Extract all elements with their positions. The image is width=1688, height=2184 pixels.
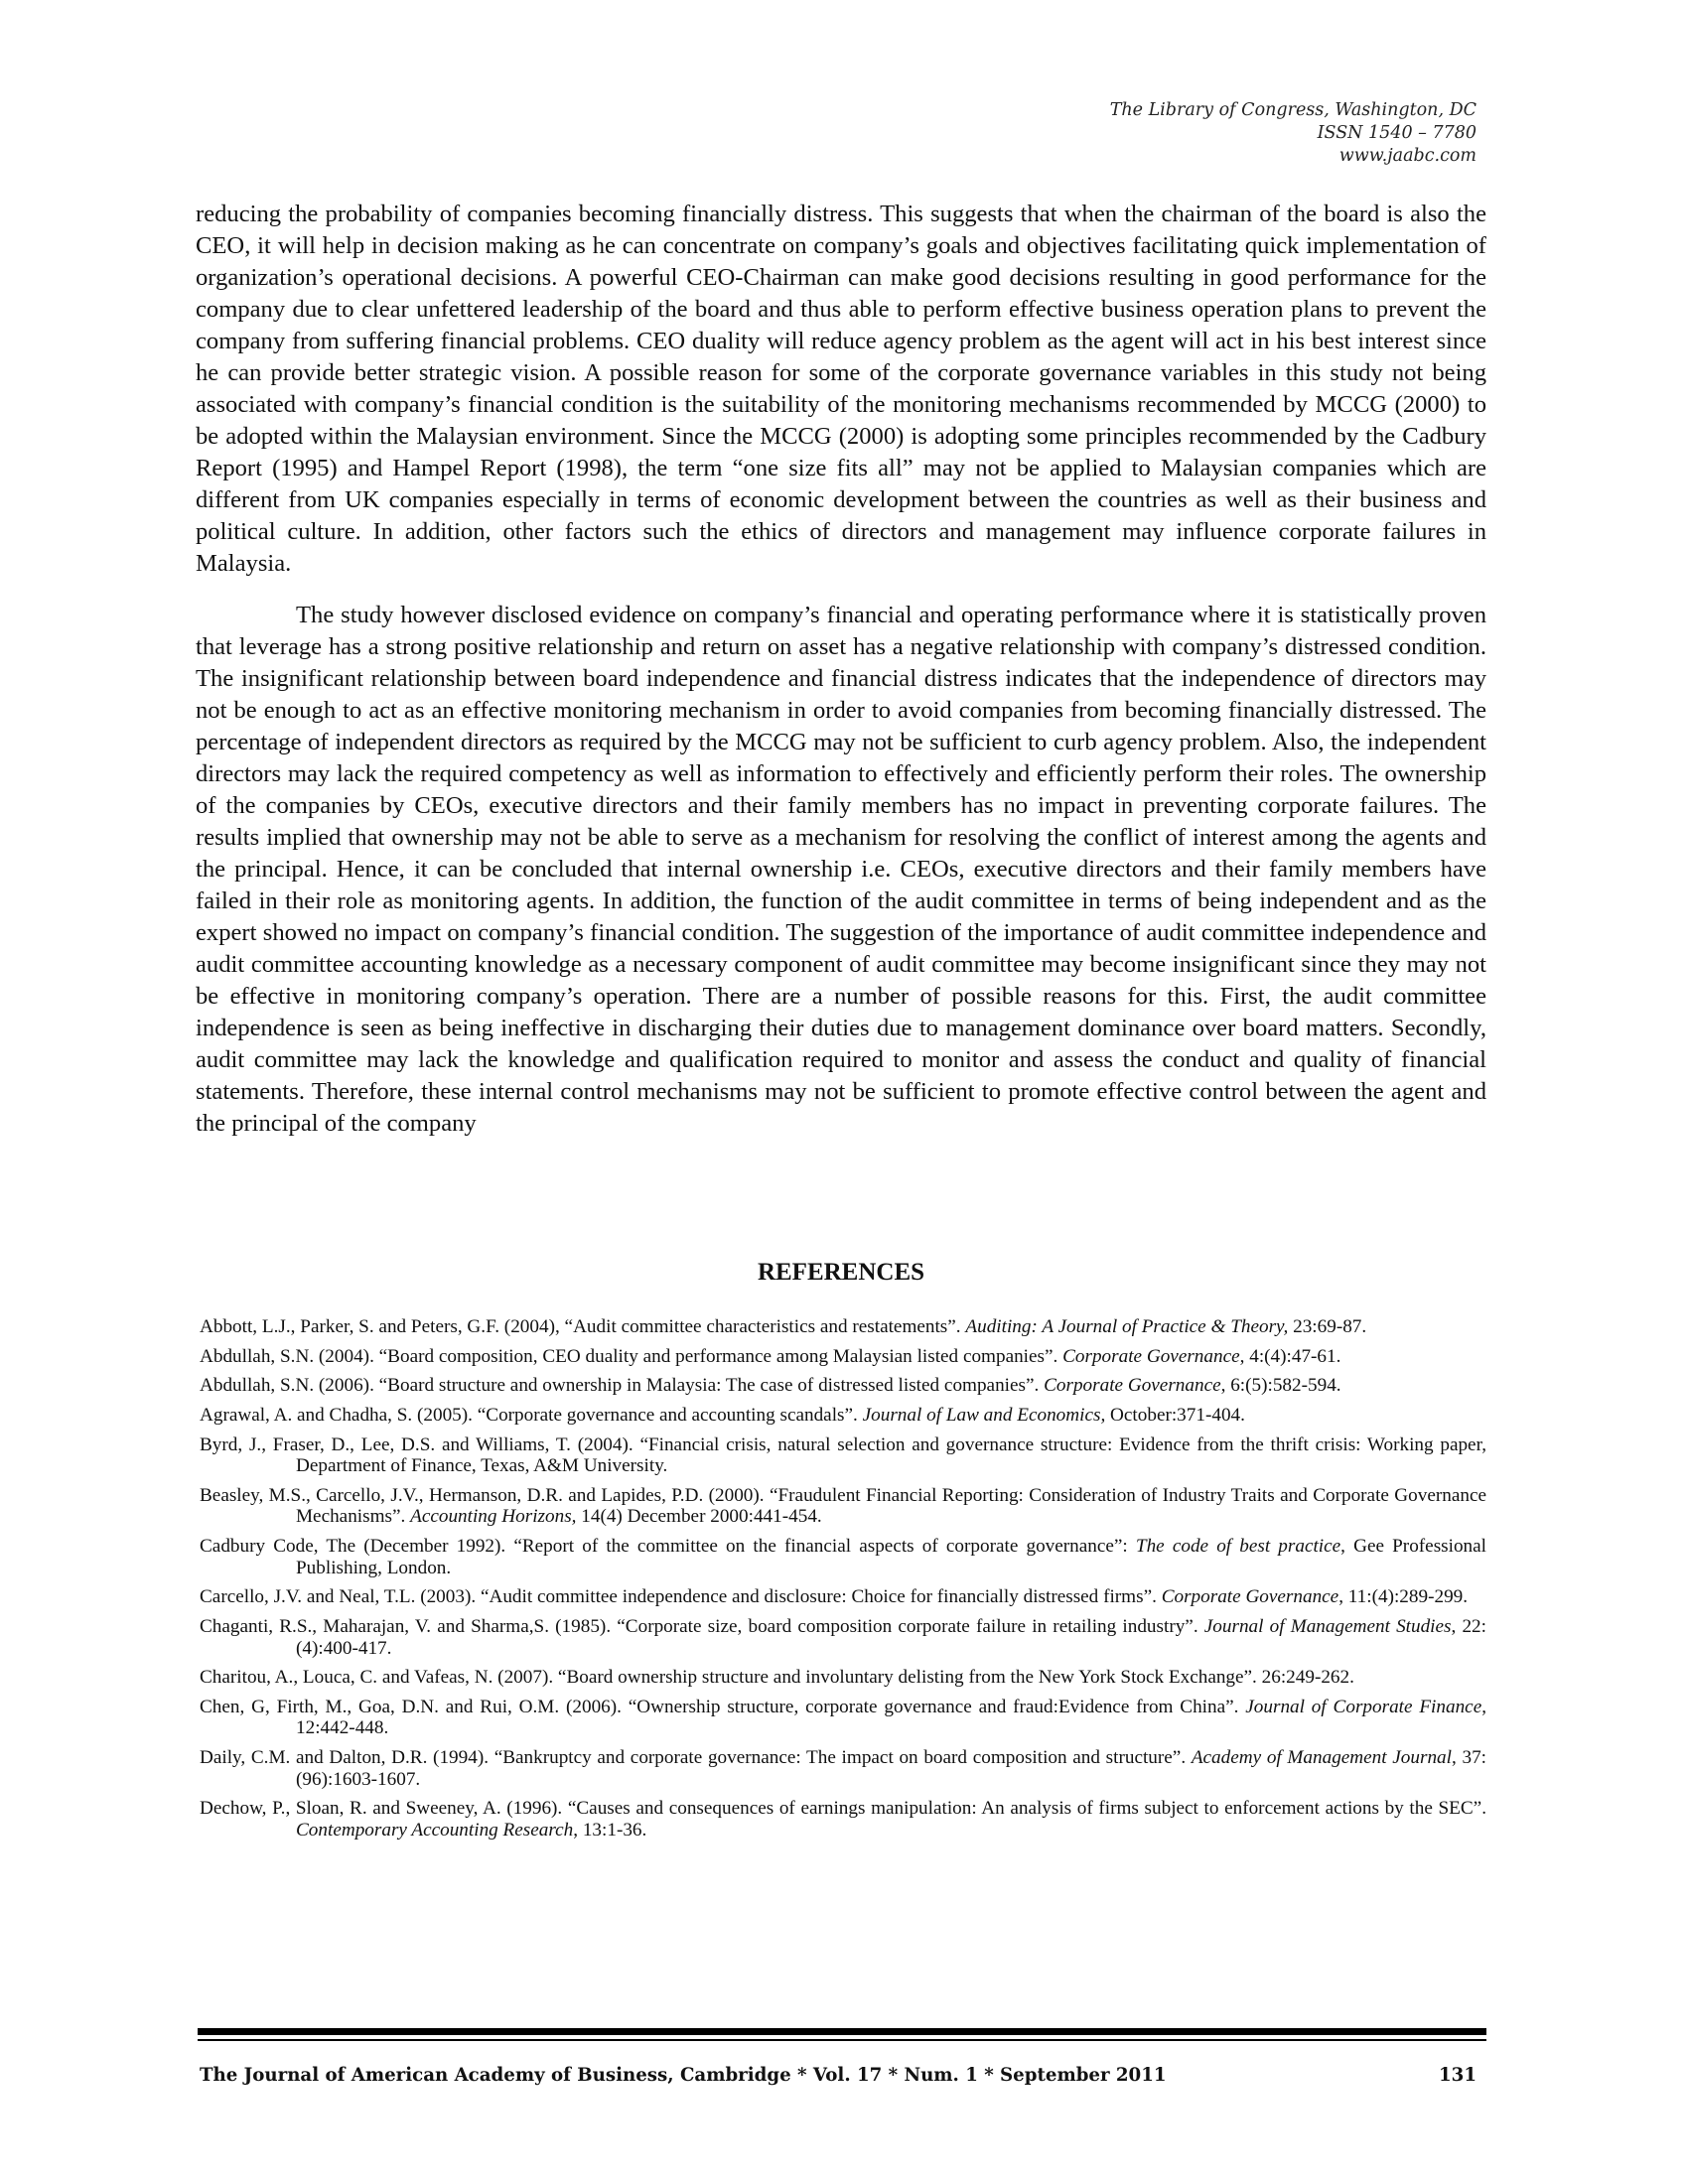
reference-details: 23:69-87.: [1288, 1316, 1367, 1337]
header-issn-line: ISSN 1540 – 7780: [1317, 123, 1477, 143]
reference-text: Chen, G, Firth, M., Goa, D.N. and Rui, O.M. (2006). “Ownership structure, corporate governance and fraud:Evidence from China”.: [200, 1696, 1246, 1717]
reference-details: , 4:(4):47-61.: [1239, 1345, 1341, 1367]
reference-details: , Gee Professional Publishing, London.: [296, 1536, 1487, 1578]
reference-source: Corporate Governance: [1161, 1586, 1339, 1608]
reference-details: , 12:442-448.: [296, 1696, 1487, 1739]
reference-item: [200, 1586, 1486, 1608]
reference-list: [200, 1316, 1486, 1848]
reference-text: Abbott, L.J., Parker, S. and Peters, G.F. (2004), “Audit committee characteristics and restatements”.: [200, 1316, 966, 1337]
reference-source: Academy of Management Journal: [1191, 1747, 1452, 1769]
body-paragraph: reducing the probability of companies becoming financially distress. This suggests that when the chairman of the board is also the CEO, it will help in decision making as he can concentrate on company’s goals and objectives facilitating quick implementation of organization’s operational decisions. A powerful CEO-Chairman can make good decisions resulting in good performance for the company due to clear unfettered leadership of the board and thus able to perform effective business operation plans to prevent the company from suffering financial problems. CEO duality will reduce agency problem as the agent will act in his best interest since he can provide better strategic vision. A possible reason for some of the corporate governance variables in this study not being associated with company’s financial condition is the suitability of the monitoring mechanisms recommended by MCCG (2000) to be adopted within the Malaysian environment. Since the MCCG (2000) is adopting some principles recommended by the Cadbury Report (1995) and Hampel Report (1998), the term “one size fits all” may not be applied to Malaysian companies which are different from UK companies especially in terms of economic development between the countries as well as their business and political culture. In addition, other factors such the ethics of directors and management may influence corporate failures in Malaysia.: [196, 201, 1486, 577]
article-body: [196, 199, 1486, 1140]
references-heading: REFERENCES: [757, 1259, 925, 1286]
reference-item: [200, 1536, 1486, 1578]
footer-rule-thin: [198, 2039, 1486, 2041]
reference-item: [200, 1346, 1486, 1368]
reference-text: Cadbury Code, The (December 1992). “Report of the committee on the financial aspects of corporate governance”:: [200, 1536, 1136, 1558]
footer-rule-thick: [198, 2028, 1486, 2035]
reference-details: , 13:1-36.: [573, 1819, 647, 1841]
reference-item: [200, 1316, 1486, 1338]
footer-journal-info: The Journal of American Academy of Business, Cambridge * Vol. 17 * Num. 1 * September 2011: [200, 2065, 1167, 2086]
reference-details: October:371-404.: [1105, 1405, 1245, 1427]
reference-details: 14(4) December 2000:441-454.: [576, 1506, 822, 1528]
reference-item: [200, 1697, 1486, 1739]
reference-text: Abdullah, S.N. (2004). “Board composition, CEO duality and performance among Malaysian listed companies”.: [200, 1345, 1063, 1367]
running-header: [1110, 99, 1477, 168]
reference-item: [200, 1667, 1486, 1689]
reference-source: Corporate Governance: [1062, 1345, 1240, 1367]
reference-text: Beasley, M.S., Carcello, J.V., Hermanson, D.R. and Lapides, P.D. (2000). “Fraudulent Financial Reporting: Consideration of Industry Traits and Corporate Governance Mechanisms”.: [200, 1484, 1486, 1528]
header-website-line: www.jaabc.com: [1338, 146, 1477, 166]
reference-source: The code of best practice: [1135, 1536, 1341, 1558]
reference-details: , 37:(96):1603-1607.: [296, 1747, 1486, 1790]
reference-item: [200, 1434, 1486, 1477]
reference-item: [200, 1616, 1486, 1659]
reference-source: Auditing: A Journal of Practice & Theory,: [965, 1316, 1289, 1337]
reference-source: Journal of Management Studies: [1203, 1616, 1452, 1637]
reference-text: Daily, C.M. and Dalton, D.R. (1994). “Bankruptcy and corporate governance: The impact on board composition and structure”.: [200, 1747, 1192, 1769]
reference-source: Accounting Horizons,: [410, 1506, 577, 1528]
reference-details: , 6:(5):582-594.: [1220, 1375, 1341, 1397]
reference-item: [200, 1798, 1486, 1841]
reference-source: Contemporary Accounting Research: [296, 1819, 574, 1841]
reference-details: , 22:(4):400-417.: [296, 1616, 1486, 1659]
reference-text: Carcello, J.V. and Neal, T.L. (2003). “Audit committee independence and disclosure: Choice for financially distressed firms”.: [200, 1586, 1162, 1608]
reference-details: , 11:(4):289-299.: [1338, 1586, 1469, 1608]
reference-text: Charitou, A., Louca, C. and Vafeas, N. (2007). “Board ownership structure and involuntary delisting from the New York Stock Exchange”. 26:249-262.: [200, 1667, 1354, 1689]
reference-item: [200, 1747, 1486, 1790]
reference-source: Corporate Governance: [1044, 1375, 1221, 1397]
header-library-line: The Library of Congress, Washington, DC: [1109, 100, 1477, 120]
reference-text: Chaganti, R.S., Maharajan, V. and Sharma,S. (1985). “Corporate size, board composition corporate failure in retailing industry”.: [200, 1616, 1204, 1637]
reference-text: Abdullah, S.N. (2006). “Board structure and ownership in Malaysia: The case of distressed listed companies”.: [200, 1375, 1045, 1397]
reference-text: Byrd, J., Fraser, D., Lee, D.S. and Williams, T. (2004). “Financial crisis, natural selection and governance structure: Evidence from the thrift crisis: Working paper, Department of Finance, Texas, A&M University.: [200, 1433, 1486, 1477]
reference-item: [200, 1485, 1486, 1528]
page-number: 131: [1439, 2065, 1477, 2086]
reference-source: Journal of Law and Economics,: [862, 1405, 1106, 1427]
reference-text: Dechow, P., Sloan, R. and Sweeney, A. (1996). “Causes and consequences of earnings manipulation: An analysis of firms subject to enforcement actions by the SEC”.: [200, 1798, 1486, 1820]
reference-item: [200, 1405, 1486, 1427]
body-paragraph: The study however disclosed evidence on company’s financial and operating performance where it is statistically proven that leverage has a strong positive relationship and return on asset has a negative relationship with company’s distressed condition. The insignificant relationship between board independence and financial distress indicates that the independence of directors may not be enough to act as an effective monitoring mechanism in order to avoid companies from becoming financially distressed. The percentage of independent directors as required by the MCCG may not be sufficient to curb agency problem. Also, the independent directors may lack the required competency as well as information to effectively and efficiently perform their roles. The ownership of the companies by CEOs, executive directors and their family members has no impact in preventing corporate failures. The results implied that ownership may not be able to serve as a mechanism for resolving the conflict of interest among the agents and the principal. Hence, it can be concluded that internal ownership i.e. CEOs, executive directors and their family members have failed in their role as monitoring agents. In addition, the function of the audit committee in terms of being independent and as the expert showed no impact on company’s financial condition. The suggestion of the importance of audit committee independence and audit committee accounting knowledge as a necessary component of audit committee may become insignificant since they may not be effective in monitoring company’s operation. There are a number of possible reasons for this. First, the audit committee independence is seen as being ineffective in discharging their duties due to management dominance over board matters. Secondly, audit committee may lack the knowledge and qualification required to monitor and assess the conduct and quality of financial statements. Therefore, these internal control mechanisms may not be sufficient to promote effective control between the agent and the principal of the company: [196, 602, 1486, 1137]
reference-text: Agrawal, A. and Chadha, S. (2005). “Corporate governance and accounting scandals”.: [200, 1405, 863, 1427]
reference-item: [200, 1375, 1486, 1397]
reference-source: Journal of Corporate Finance: [1245, 1696, 1482, 1717]
